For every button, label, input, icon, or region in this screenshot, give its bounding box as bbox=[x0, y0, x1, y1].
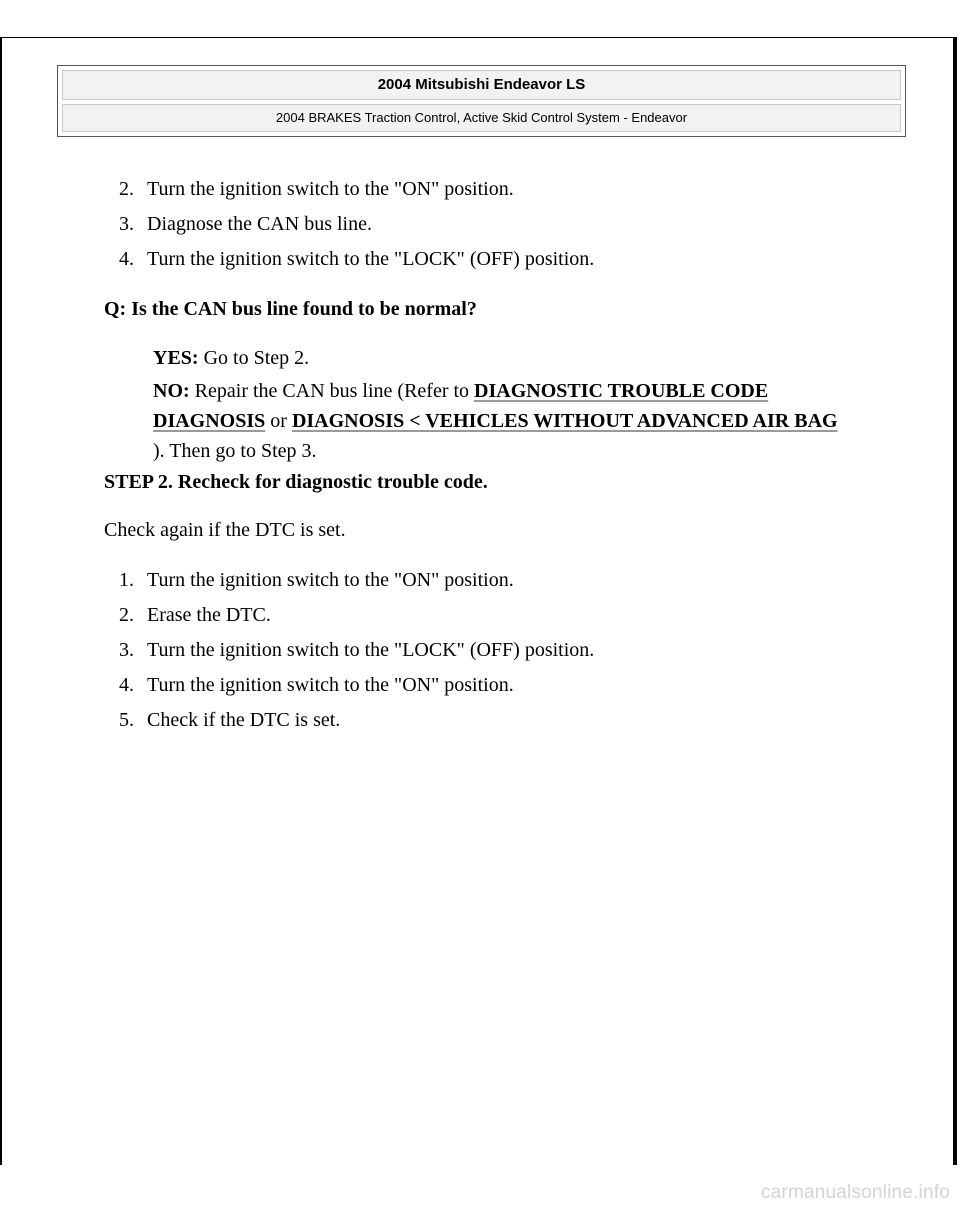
list-item-number: 4. bbox=[119, 674, 134, 696]
no-label: NO: bbox=[153, 380, 190, 402]
list-item-number: 3. bbox=[119, 213, 134, 235]
list-item-number: 1. bbox=[119, 569, 134, 591]
list-item bbox=[119, 568, 514, 592]
no-answer bbox=[153, 376, 853, 466]
no-text: Repair the CAN bus line (Refer to bbox=[189, 380, 475, 402]
list-item-text: Turn the ignition switch to the "LOCK" (OFF) position. bbox=[147, 248, 595, 270]
yes-label: YES: bbox=[153, 347, 199, 369]
no-text-after: ). Then go to Step 3. bbox=[153, 440, 317, 462]
yes-text: Go to Step 2. bbox=[198, 347, 310, 369]
page-frame-left bbox=[0, 37, 2, 1165]
list-item-number: 2. bbox=[119, 604, 134, 626]
page-frame-top bbox=[0, 37, 957, 38]
list-item bbox=[119, 638, 594, 662]
step2-intro: Check again if the DTC is set. bbox=[104, 519, 346, 541]
list-item-text: Erase the DTC. bbox=[147, 604, 271, 626]
list-item bbox=[119, 708, 340, 732]
list-item-number: 3. bbox=[119, 639, 134, 661]
question-heading: Q: Is the CAN bus line found to be normal? bbox=[104, 298, 477, 320]
list-item-text: Turn the ignition switch to the "LOCK" (OFF) position. bbox=[147, 639, 595, 661]
list-item bbox=[119, 603, 271, 627]
list-item-text: Turn the ignition switch to the "ON" position. bbox=[147, 674, 514, 696]
header-subtitle: 2004 BRAKES Traction Control, Active Skid Control System - Endeavor bbox=[62, 104, 901, 132]
dtc-diagnosis-link[interactable]: DIAGNOSTIC TROUBLE CODE DIAGNOSIS bbox=[153, 380, 769, 432]
list-item bbox=[119, 247, 594, 271]
step2-heading: STEP 2. Recheck for diagnostic trouble code. bbox=[104, 471, 488, 493]
list-item bbox=[119, 212, 372, 236]
header-title: 2004 Mitsubishi Endeavor LS bbox=[62, 70, 901, 100]
document-header bbox=[57, 65, 906, 137]
page-frame-right bbox=[953, 37, 957, 1165]
list-item-text: Turn the ignition switch to the "ON" position. bbox=[147, 569, 514, 591]
list-item-number: 4. bbox=[119, 248, 134, 270]
no-text-mid: or bbox=[265, 410, 292, 432]
list-item bbox=[119, 177, 514, 201]
list-item-text: Turn the ignition switch to the "ON" position. bbox=[147, 178, 514, 200]
yes-answer bbox=[153, 343, 853, 373]
list-item bbox=[119, 673, 514, 697]
list-item-text: Check if the DTC is set. bbox=[147, 709, 341, 731]
list-item-number: 2. bbox=[119, 178, 134, 200]
list-item-number: 5. bbox=[119, 709, 134, 731]
watermark: carmanualsonline.info bbox=[760, 1182, 950, 1203]
list-item-text: Diagnose the CAN bus line. bbox=[147, 213, 372, 235]
diagnosis-without-airbag-link[interactable]: DIAGNOSIS < VEHICLES WITHOUT ADVANCED AIR BAG bbox=[291, 410, 838, 432]
